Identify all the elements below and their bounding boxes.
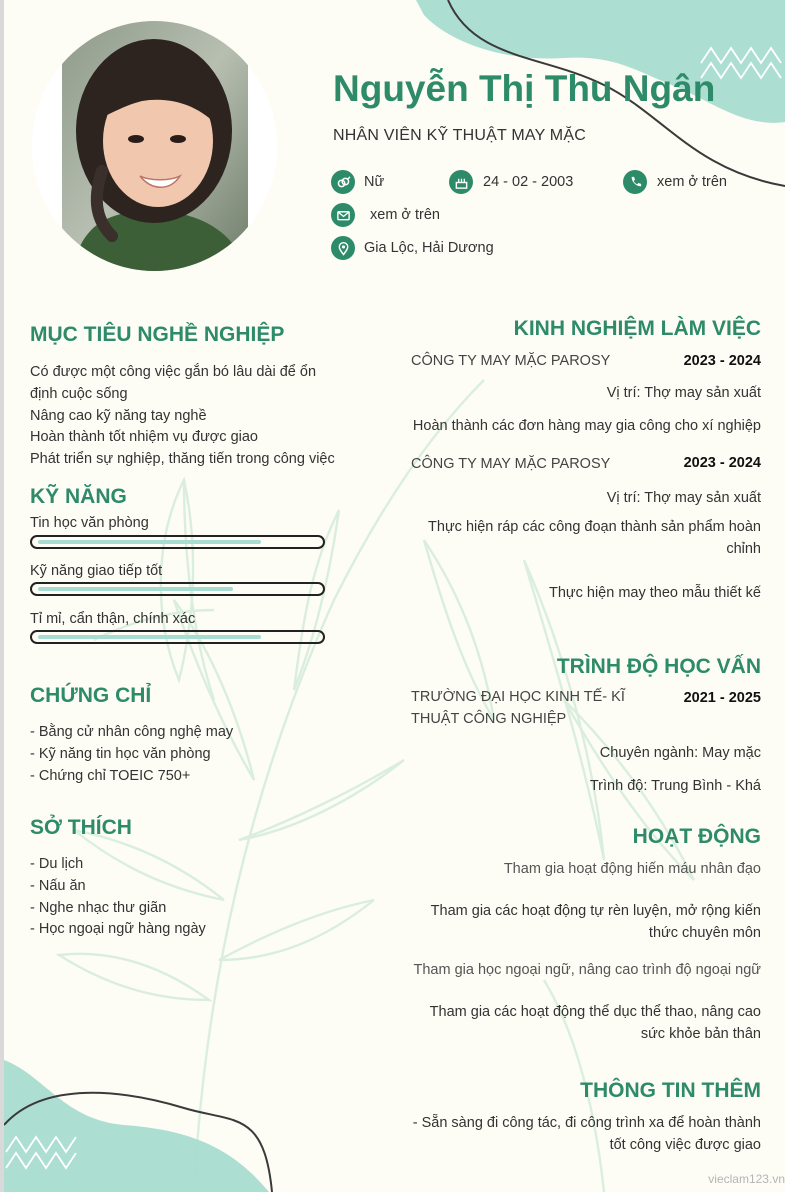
job-position: Vị trí: Thợ may sản xuất	[606, 385, 761, 401]
activity-item: Tham gia học ngoại ngữ, nâng cao trình độ ngoại ngữ	[413, 962, 761, 978]
skill-bar-fill	[38, 635, 261, 639]
job-task: Thực hiện may theo mẫu thiết kế	[548, 585, 761, 601]
activity-item: Tham gia hoạt động hiến máu nhân đạo	[503, 861, 761, 877]
certificate-item: - Chứng chỉ TOEIC 750+	[30, 767, 191, 784]
extra-info-text: - Sẵn sàng đi công tác, đi công trình xa để hoàn thành tốt công việc được giao	[412, 1115, 761, 1153]
company-name: CÔNG TY MAY MẶC PAROSY	[411, 353, 611, 369]
job-years: 2023 - 2024	[683, 455, 761, 471]
certificates-heading: CHỨNG CHỈ	[30, 684, 152, 707]
phone-text: xem ở trên	[657, 174, 727, 190]
certificates-list	[30, 722, 233, 787]
watermark: vieclam123.vn	[708, 1172, 785, 1186]
phone-icon	[623, 170, 647, 194]
email-text: xem ở trên	[370, 207, 440, 223]
extra-info-heading: THÔNG TIN THÊM	[580, 1079, 761, 1102]
skill-label: Kỹ năng giao tiếp tốt	[30, 563, 163, 579]
job-years: 2023 - 2024	[683, 353, 761, 369]
job-task: Thực hiện ráp các công đoạn thành sản phẩm hoàn chỉnh	[428, 519, 761, 557]
skill-label: Tin học văn phòng	[30, 515, 149, 531]
education-level: Trình độ: Trung Bình - Khá	[589, 778, 761, 794]
experience-heading: KINH NGHIỆM LÀM VIỆC	[513, 317, 761, 340]
avatar	[32, 21, 277, 271]
gender-icon	[331, 170, 355, 194]
address-text: Gia Lộc, Hải Dương	[364, 240, 494, 256]
objective-line: Có được một công việc gắn bó lâu dài để ổn định cuộc sống	[30, 364, 317, 402]
certificate-item: - Bằng cử nhân công nghệ may	[30, 724, 234, 740]
job-task: Hoàn thành các đơn hàng may gia công cho xí nghiệp	[412, 418, 761, 434]
activities-heading: HOẠT ĐỘNG	[632, 825, 761, 848]
objective-line: Nâng cao kỹ năng tay nghề	[30, 407, 207, 424]
skill-bar	[30, 630, 325, 644]
objective-heading: MỤC TIÊU NGHỀ NGHIỆP	[30, 323, 285, 346]
school-name: TRƯỜNG ĐẠI HỌC KINH TẾ- KĨ THUẬT CÔNG NGHIỆP	[411, 689, 625, 727]
hobby-item: - Du lịch	[30, 856, 84, 872]
hobby-item: - Nấu ăn	[30, 877, 86, 894]
hobbies-list	[30, 854, 206, 941]
objective-line: Phát triển sự nghiệp, thăng tiến trong công việc	[30, 451, 335, 468]
job-title: NHÂN VIÊN KỸ THUẬT MAY MẶC	[333, 127, 586, 144]
education-years: 2021 - 2025	[683, 690, 761, 706]
skill-bar	[30, 535, 325, 549]
skill-bar	[30, 582, 325, 596]
location-icon	[331, 236, 355, 260]
skill-label: Tỉ mỉ, cẩn thận, chính xác	[30, 611, 196, 627]
education-major: Chuyên ngành: May mặc	[599, 745, 761, 761]
cv-page	[4, 0, 785, 1192]
activity-item: Tham gia các hoạt động thể dục thể thao, nâng cao sức khỏe bản thân	[429, 1004, 761, 1042]
cake-icon	[449, 170, 473, 194]
hobby-item: - Nghe nhạc thư giãn	[30, 899, 167, 916]
job-position: Vị trí: Thợ may sản xuất	[606, 490, 761, 506]
objective-line: Hoàn thành tốt nhiệm vụ được giao	[30, 429, 258, 446]
hobbies-heading: SỞ THÍCH	[30, 816, 132, 839]
education-heading: TRÌNH ĐỘ HỌC VẤN	[556, 655, 761, 678]
skills-heading: KỸ NĂNG	[30, 485, 127, 508]
objective-list	[30, 362, 340, 471]
skill-bar-fill	[38, 587, 233, 591]
hobby-item: - Học ngoại ngữ hàng ngày	[30, 921, 206, 938]
company-name: CÔNG TY MAY MẶC PAROSY	[411, 456, 611, 472]
mail-icon	[331, 203, 355, 227]
certificate-item: - Kỹ năng tin học văn phòng	[30, 745, 211, 762]
activity-item: Tham gia các hoạt động tự rèn luyện, mở rộng kiến thức chuyên môn	[430, 903, 761, 941]
candidate-name: Nguyễn Thị Thu Ngân	[333, 68, 716, 109]
skill-bar-fill	[38, 540, 261, 544]
birthday-text: 24 - 02 - 2003	[483, 174, 574, 190]
gender-text: Nữ	[364, 174, 385, 190]
